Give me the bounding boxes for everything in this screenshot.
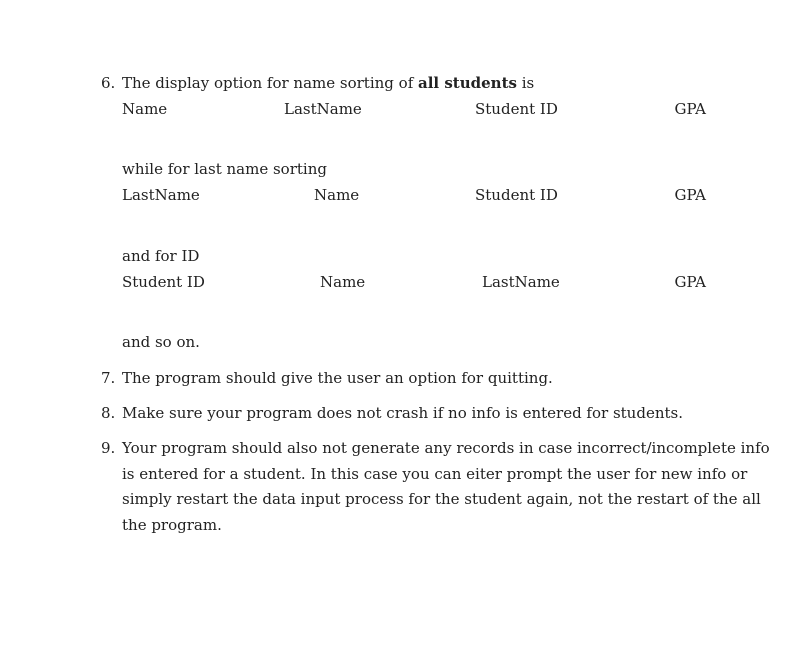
list-number: 9. bbox=[101, 439, 116, 457]
item-9-line: is entered for a student. In this case you can eiter prompt the user for new info or bbox=[122, 465, 748, 483]
item-8-text: Make sure your program does not crash if no info is entered for students. bbox=[122, 404, 683, 422]
table-label: and for ID bbox=[122, 247, 200, 265]
intro-text-bold: all students bbox=[418, 74, 517, 92]
column-header: Student ID bbox=[475, 186, 558, 204]
column-header: Student ID bbox=[122, 273, 205, 291]
column-header: Name bbox=[314, 186, 360, 204]
column-header: LastName bbox=[122, 186, 200, 204]
column-header: LastName bbox=[482, 273, 560, 291]
column-header: GPA bbox=[674, 273, 706, 291]
intro-text-before: The display option for name sorting of bbox=[122, 74, 419, 92]
column-header: GPA bbox=[674, 186, 706, 204]
column-header: Name bbox=[320, 273, 366, 291]
item-6-intro bbox=[122, 74, 534, 92]
item-6-outro: and so on. bbox=[122, 333, 200, 351]
list-number: 8. bbox=[101, 404, 116, 422]
intro-text-after: is bbox=[516, 74, 535, 92]
item-9-line: the program. bbox=[122, 516, 222, 534]
column-header: LastName bbox=[284, 100, 362, 118]
table-label: while for last name sorting bbox=[122, 160, 327, 178]
list-number: 6. bbox=[101, 74, 116, 92]
column-row-id-sort bbox=[122, 273, 706, 291]
column-header: GPA bbox=[674, 100, 706, 118]
item-9-line: simply restart the data input process for the student again, not the restart of the all bbox=[122, 490, 761, 508]
column-header: Student ID bbox=[475, 100, 558, 118]
item-9-line: Your program should also not generate any records in case incorrect/incomplete info bbox=[122, 439, 770, 457]
column-row-lastname-sort bbox=[122, 186, 706, 204]
item-7-text: The program should give the user an option for quitting. bbox=[122, 369, 553, 387]
column-row-name-sort bbox=[122, 100, 706, 118]
column-header: Name bbox=[122, 100, 168, 118]
list-number: 7. bbox=[101, 369, 116, 387]
